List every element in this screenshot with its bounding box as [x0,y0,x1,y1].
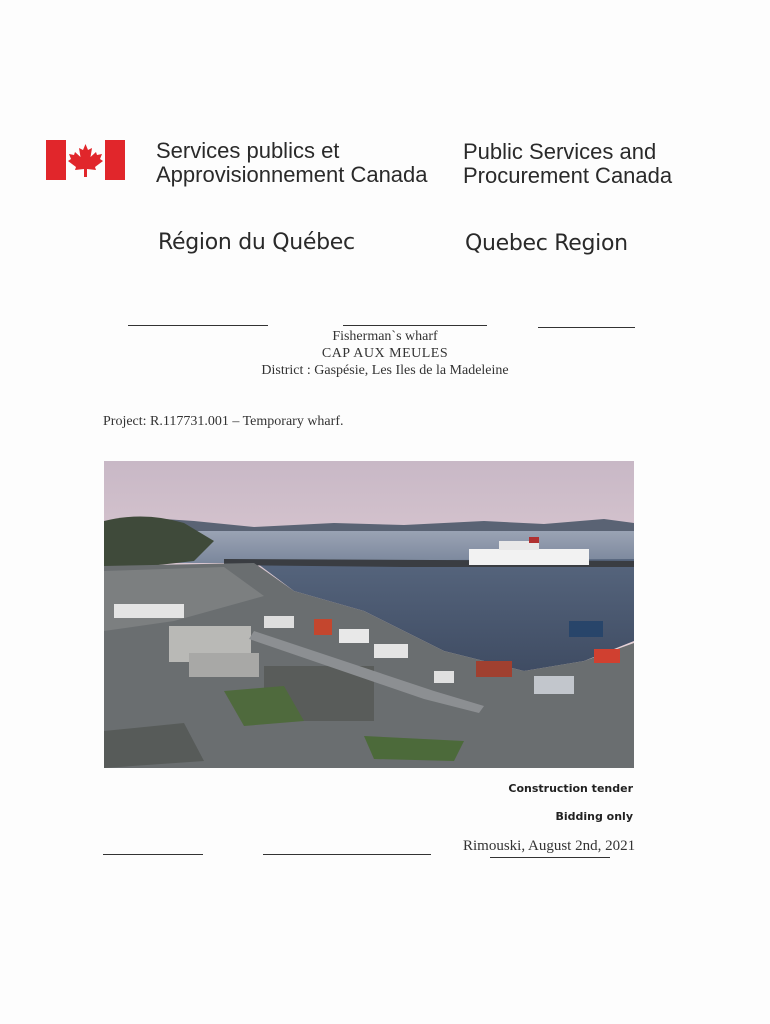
region-french: Région du Québec [158,230,355,255]
bidding-only-label: Bidding only [555,810,633,823]
region-english: Quebec Region [465,231,628,256]
divider-line [128,325,268,326]
divider-line [343,325,487,326]
maple-leaf-icon [68,144,103,177]
canada-flag-logo [46,140,125,180]
district-name: District : Gaspésie, Les Iles de la Madeleine [261,363,509,378]
divider-line [103,854,203,855]
construction-tender-label: Construction tender [508,782,633,795]
department-name-english: Public Services and Procurement Canada [463,139,673,188]
location-block [200,328,570,379]
project-title: Project: R.117731.001 – Temporary wharf. [103,414,344,429]
divider-line [263,854,431,855]
divider-line [490,857,610,858]
department-name-french: Services publics et Approvisionnement Canada [156,138,428,187]
wharf-name: Fisherman`s wharf [332,329,438,344]
harbour-aerial-photo [104,461,634,768]
locality-name: CAP AUX MEULES [321,346,449,361]
place-and-date: Rimouski, August 2nd, 2021 [463,838,636,854]
